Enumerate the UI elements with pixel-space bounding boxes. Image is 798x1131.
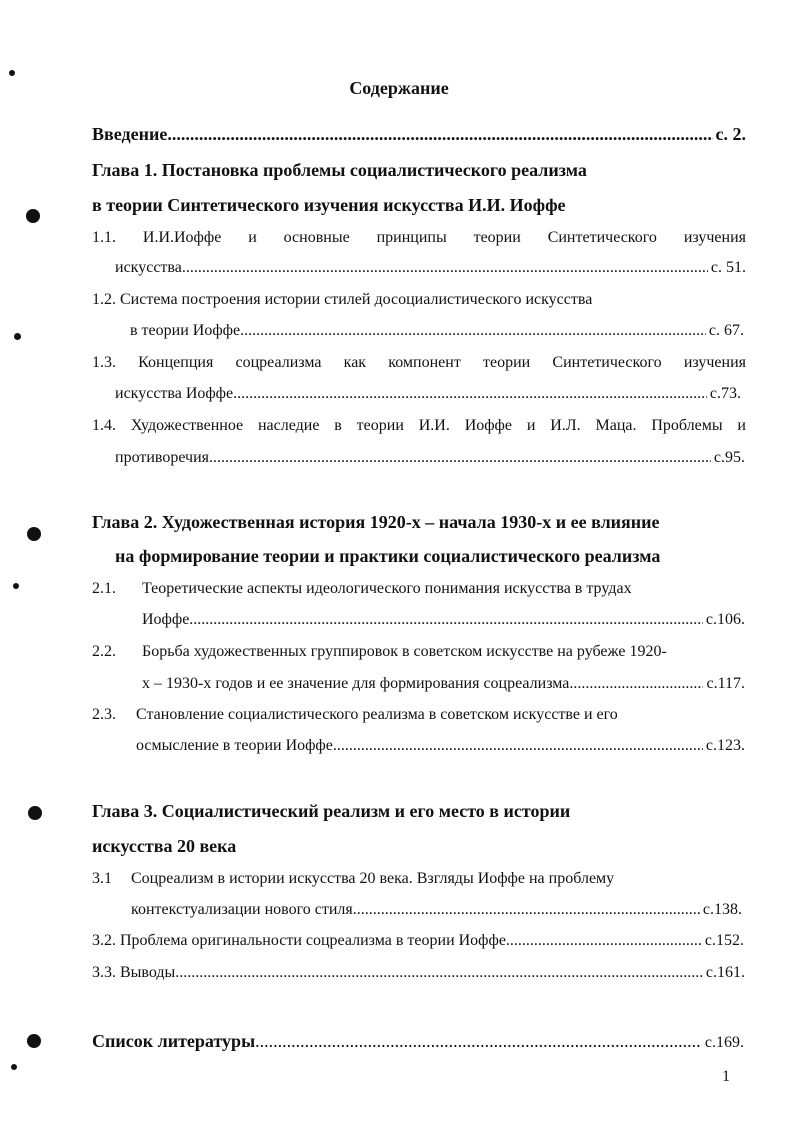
section-3-1-line-1[interactable]: 3.1 Соцреализм в истории искусства 20 века. Взгляды Иоффе на проблему — [92, 870, 615, 887]
toc-page-ref: с.117. — [706, 675, 745, 692]
chapter-1-heading-line-1[interactable]: Глава 1. Постановка проблемы социалистического реализма — [92, 160, 587, 180]
leader-dots — [569, 675, 703, 693]
toc-page-ref: с.123. — [705, 737, 745, 754]
chapter-2-heading-line-1[interactable]: Глава 2. Художественная история 1920-х – начала 1930-х и ее влияние — [92, 512, 660, 532]
punch-hole-mark — [9, 70, 15, 76]
toc-title: Содержание — [349, 78, 449, 98]
leader-dots — [233, 385, 707, 403]
section-number: 2.3. — [92, 706, 116, 723]
leader-dots — [182, 259, 708, 277]
punch-hole-mark — [11, 1064, 17, 1070]
chapter-1-heading-line-2[interactable]: в теории Синтетического изучения искусства И.И. Иоффе — [92, 195, 566, 215]
toc-page-ref: с.95. — [713, 449, 745, 466]
punch-hole-mark — [14, 333, 21, 340]
punch-hole-mark — [13, 583, 19, 589]
chapter-3-heading-line-1[interactable]: Глава 3. Социалистический реализм и его место в истории — [92, 801, 571, 821]
section-3-1-line-2[interactable]: контекстуализации нового стиля ..... с.138. — [131, 901, 742, 919]
leader-dots — [333, 737, 703, 755]
section-1-4-line-2[interactable]: противоречия ..... с.95. — [115, 449, 745, 467]
leader-dots — [353, 901, 700, 919]
punch-hole-mark — [28, 806, 42, 820]
section-1-2-line-2[interactable]: в теории Иоффе ..... с. 67. — [130, 322, 744, 340]
section-2-3-line-1[interactable]: 2.3. Становление социалистического реализма в советском искусстве и его — [92, 706, 618, 723]
section-2-1-line-1[interactable]: 2.1. Теоретические аспекты идеологического понимания искусства в трудах — [92, 580, 632, 597]
toc-page-ref: с.161. — [705, 964, 745, 981]
toc-entry-label: Введение — [92, 124, 168, 144]
punch-hole-mark — [26, 209, 40, 223]
leader-dots — [255, 1031, 702, 1052]
section-3-2[interactable]: 3.2. Проблема оригинальности соцреализма в теории Иоффе ..... с.152. — [92, 932, 744, 950]
toc-page-ref: с. 51. — [710, 259, 746, 276]
section-number: 2.2. — [92, 643, 116, 660]
section-1-3-line-1[interactable]: 1.3. Концепция соцреализма как компонент теории Синтетического изучения — [92, 354, 746, 371]
punch-hole-mark — [27, 1034, 41, 1048]
leader-dots — [240, 322, 706, 340]
toc-page-ref: с.169. — [704, 1034, 744, 1051]
section-3-3[interactable]: 3.3. Выводы ..... с.161. — [92, 964, 745, 982]
toc-page-ref: с. 67. — [708, 322, 744, 339]
toc-page-ref: с.152. — [704, 932, 744, 949]
leader-dots — [189, 611, 703, 629]
leader-dots — [175, 964, 703, 982]
section-1-1-line-2[interactable]: искусства ..... с. 51. — [115, 259, 746, 277]
section-number: 3.1 — [92, 870, 112, 887]
section-1-2-line-1[interactable]: 1.2. Система построения истории стилей досоциалистического искусства — [92, 291, 593, 308]
toc-page-ref: с.106. — [705, 611, 745, 628]
toc-page-ref: с. 2. — [715, 124, 746, 144]
leader-dots — [167, 124, 712, 145]
section-2-3-line-2[interactable]: осмысление в теории Иоффе ..... с.123. — [136, 737, 745, 755]
toc-entry-intro[interactable] — [92, 124, 746, 145]
leader-dots — [209, 449, 711, 467]
section-2-1-line-2[interactable]: Иоффе ..... с.106. — [142, 611, 745, 629]
leader-dots — [506, 932, 702, 950]
toc-page-ref: с.138. — [702, 901, 742, 918]
page-number: 1 — [722, 1068, 730, 1085]
section-1-1-line-1[interactable]: 1.1. И.И.Иоффе и основные принципы теории Синтетического изучения — [92, 229, 746, 246]
chapter-2-heading-line-2[interactable]: на формирование теории и практики социалистического реализма — [115, 546, 661, 566]
chapter-3-heading-line-2[interactable]: искусства 20 века — [92, 836, 237, 856]
section-number: 2.1. — [92, 580, 116, 597]
section-2-2-line-2[interactable]: х – 1930-х годов и ее значение для формирования соцреализма ..... с.117. — [142, 675, 745, 693]
punch-hole-mark — [27, 527, 41, 541]
section-2-2-line-1[interactable]: 2.2. Борьба художественных группировок в советском искусстве на рубеже 1920- — [92, 643, 667, 660]
toc-entry-bibliography[interactable]: Список литературы ..... с.169. — [92, 1031, 744, 1052]
section-1-4-line-1[interactable]: 1.4. Художественное наследие в теории И.И. Иоффе и И.Л. Маца. Проблемы и — [92, 417, 746, 434]
toc-page-ref: с.73. — [709, 385, 741, 402]
section-1-3-line-2[interactable]: искусства Иоффе ..... с.73. — [115, 385, 741, 403]
